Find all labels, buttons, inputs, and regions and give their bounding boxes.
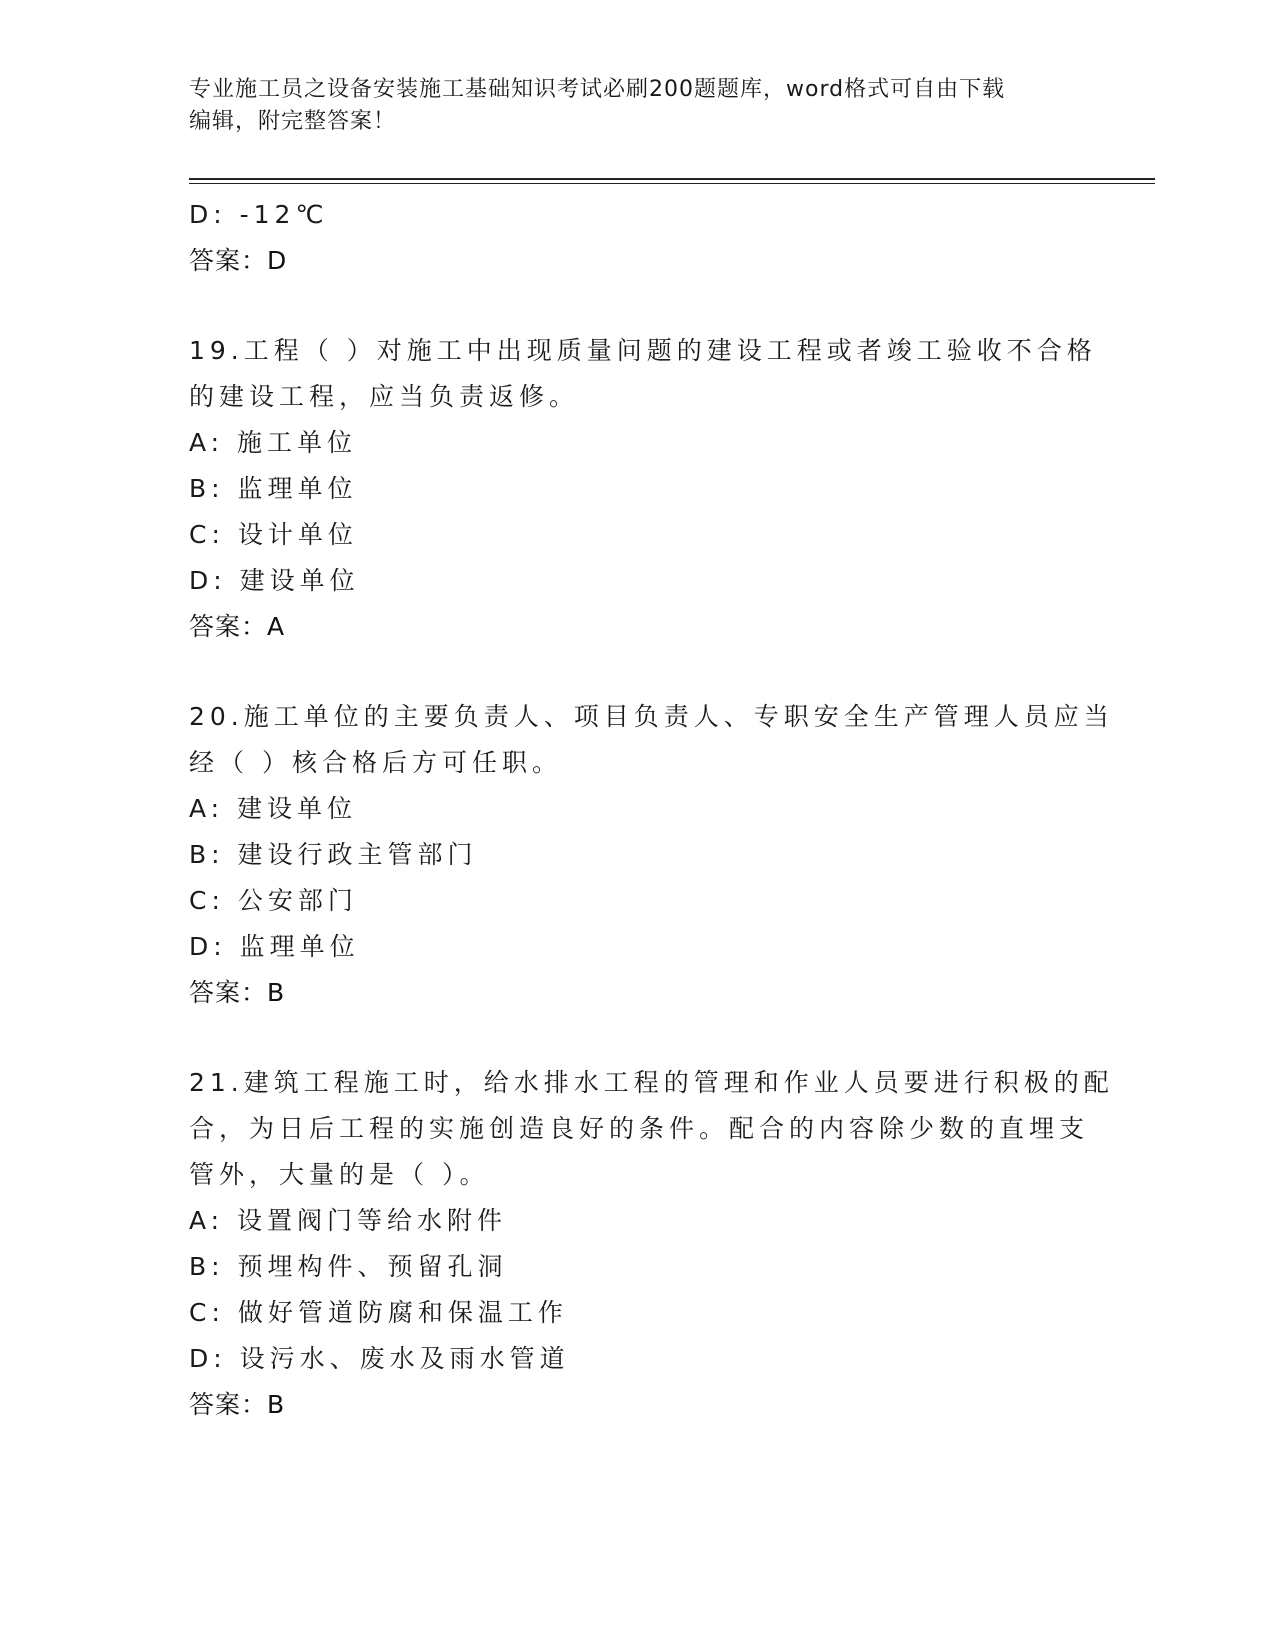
option-b: B: 监理单位: [189, 474, 358, 503]
option-b: B: 预埋构件、预留孔洞: [189, 1252, 508, 1281]
header-line-2: 编辑，附完整答案！: [189, 109, 397, 134]
option-c: C: 公安部门: [189, 886, 358, 915]
answer-line: 答案：A: [189, 612, 286, 641]
answer-line: 答案：B: [189, 1390, 286, 1419]
question-stem: 经（ ）核合格后方可任职。: [189, 748, 562, 777]
option-d: D: 建设单位: [189, 566, 360, 595]
question-list: [189, 192, 1114, 1428]
answer-line: 答案：B: [189, 978, 286, 1007]
document-header: [189, 74, 1089, 138]
header-divider-thin: [189, 183, 1155, 184]
option-a: A: 建设单位: [189, 794, 358, 823]
option-b: B: 建设行政主管部门: [189, 840, 478, 869]
option-d: D: -12℃: [189, 200, 329, 229]
question-stem: 20.施工单位的主要负责人、项目负责人、专职安全生产管理人员应当: [189, 702, 1114, 731]
option-c: C: 做好管道防腐和保温工作: [189, 1298, 568, 1327]
question-20: [189, 694, 1114, 1016]
header-line-1: 专业施工员之设备安装施工基础知识考试必刷200题题库，word格式可自由下载: [189, 77, 1006, 102]
answer-line: 答案：D: [189, 246, 288, 275]
option-a: A: 施工单位: [189, 428, 358, 457]
question-21: [189, 1060, 1114, 1428]
question-stem: 的建设工程，应当负责返修。: [189, 382, 580, 411]
question-stem: 21.建筑工程施工时，给水排水工程的管理和作业人员要进行积极的配: [189, 1068, 1114, 1097]
option-a: A: 设置阀门等给水附件: [189, 1206, 508, 1235]
question-stem: 管外，大量的是（ ）。: [189, 1160, 490, 1189]
option-d: D: 设污水、废水及雨水管道: [189, 1344, 570, 1373]
option-c: C: 设计单位: [189, 520, 358, 549]
question-18-tail: [189, 192, 1089, 284]
question-stem: 19.工程（ ）对施工中出现质量问题的建设工程或者竣工验收不合格: [189, 336, 1097, 365]
header-divider-thick: [189, 178, 1155, 180]
question-19: [189, 328, 1097, 650]
question-stem: 合，为日后工程的实施创造良好的条件。配合的内容除少数的直埋支: [189, 1114, 1090, 1143]
option-d: D: 监理单位: [189, 932, 360, 961]
